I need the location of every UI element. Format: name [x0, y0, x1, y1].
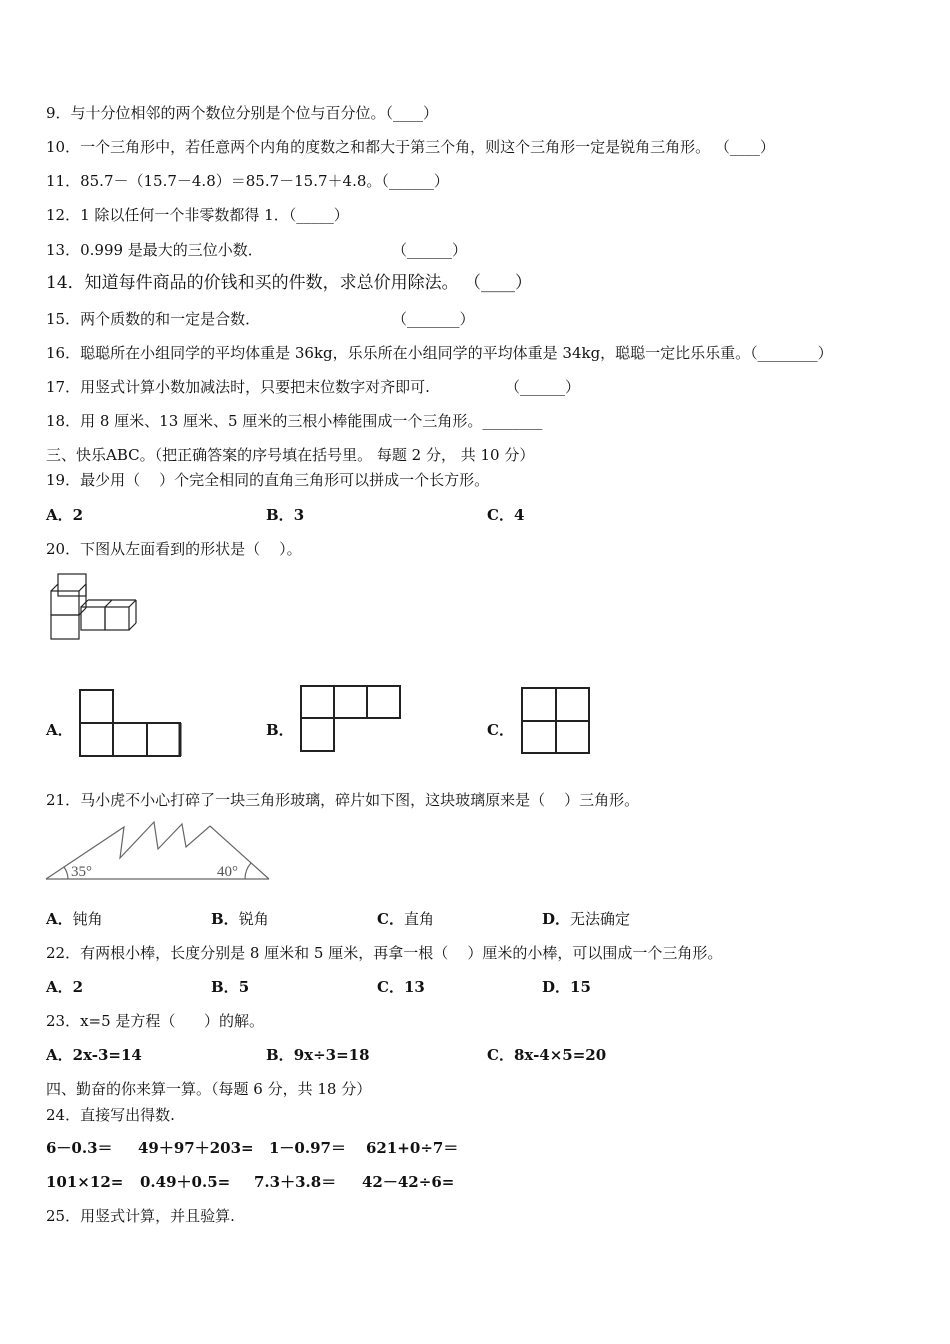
q21-option-d: D．无法确定	[542, 910, 631, 928]
calc-item: 621+0÷7＝	[366, 1139, 459, 1157]
question-21: 21．马小虎不小心打碎了一块三角形玻璃，碎片如下图，这块玻璃原来是（ ）三角形。	[46, 791, 640, 809]
broken-triangle-figure	[44, 818, 272, 884]
q21-option-a: A．钝角	[46, 910, 103, 928]
q19-option-c: C．4	[487, 506, 525, 524]
question-15-blank: （_______）	[392, 310, 475, 328]
cube-stack-figure	[48, 572, 140, 644]
angle-35-label: 35°	[71, 864, 92, 880]
calc-item: 7.3＋3.8＝	[254, 1173, 337, 1191]
section-4-title: 四、勤奋的你来算一算。（每题 6 分，共 18 分）	[46, 1080, 372, 1098]
question-24: 24．直接写出得数.	[46, 1106, 175, 1124]
q22-option-c: C．13	[377, 978, 425, 996]
question-14: 14．知道每件商品的价钱和买的件数，求总价用除法。 （____）	[46, 273, 533, 293]
question-18: 18．用 8 厘米、13 厘米、5 厘米的三根小棒能围成一个三角形。________	[46, 412, 543, 430]
question-13: 13．0.999 是最大的三位小数．	[46, 241, 263, 259]
question-16: 16．聪聪所在小组同学的平均体重是 36kg，乐乐所在小组同学的平均体重是 34kg，聪聪一定比乐乐重。（________）	[46, 344, 833, 362]
q19-option-a: A．2	[46, 506, 84, 524]
q20-option-b-label: B．	[266, 721, 294, 739]
question-19: 19．最少用（ ）个完全相同的直角三角形可以拼成一个长方形。	[46, 471, 490, 489]
section-3-title: 三、快乐ABC。（把正确答案的序号填在括号里。 每题 2 分， 共 10 分）	[46, 446, 535, 464]
q20-option-c-label: C．	[487, 721, 514, 739]
angle-40-label: 40°	[217, 864, 238, 880]
q19-option-b: B．3	[266, 506, 305, 524]
q20-option-b-shape	[298, 684, 404, 754]
question-25: 25．用竖式计算，并且验算.	[46, 1207, 235, 1225]
calc-item: 6－0.3＝	[46, 1139, 113, 1157]
q21-option-b: B．锐角	[211, 910, 269, 928]
question-15: 15．两个质数的和一定是合数．	[46, 310, 261, 328]
q20-option-a-label: A．	[46, 721, 73, 739]
q22-option-d: D．15	[542, 978, 591, 996]
question-17-blank: （______）	[505, 378, 581, 396]
question-9: 9．与十分位相邻的两个数位分别是个位与百分位。（____）	[46, 104, 439, 122]
q23-option-a: A．2x-3=14	[46, 1046, 142, 1064]
question-20: 20．下图从左面看到的形状是（ ）。	[46, 540, 302, 558]
q23-option-c: C．8x-4×5=20	[487, 1046, 607, 1064]
question-11: 11．85.7－（15.7－4.8）＝85.7－15.7＋4.8。（______）	[46, 172, 449, 190]
q23-option-b: B．9x÷3=18	[266, 1046, 370, 1064]
q22-option-a: A．2	[46, 978, 84, 996]
q22-option-b: B．5	[211, 978, 250, 996]
calc-item: 1－0.97＝	[269, 1139, 346, 1157]
q20-option-a-shape	[78, 688, 184, 758]
question-10: 10．一个三角形中，若任意两个内角的度数之和都大于第三个角，则这个三角形一定是锐角三角形。 （____）	[46, 138, 775, 156]
question-12: 12．1 除以任何一个非零数都得 1．（_____）	[46, 206, 349, 224]
calc-item: 49＋97＋203=	[138, 1139, 254, 1157]
question-23: 23．x=5 是方程（ ）的解。	[46, 1012, 265, 1030]
q21-option-c: C．直角	[377, 910, 434, 928]
question-13-blank: （______）	[392, 241, 468, 259]
question-17: 17．用竖式计算小数加减法时，只要把末位数字对齐即可.	[46, 378, 430, 396]
calc-item: 42－42÷6=	[362, 1173, 455, 1191]
question-22: 22．有两根小棒，长度分别是 8 厘米和 5 厘米，再拿一根（ ）厘米的小棒，可以围成一个三角形。	[46, 944, 723, 962]
calc-item: 101×12=	[46, 1173, 124, 1191]
q20-option-c-shape	[519, 686, 593, 756]
calc-item: 0.49＋0.5=	[140, 1173, 231, 1191]
